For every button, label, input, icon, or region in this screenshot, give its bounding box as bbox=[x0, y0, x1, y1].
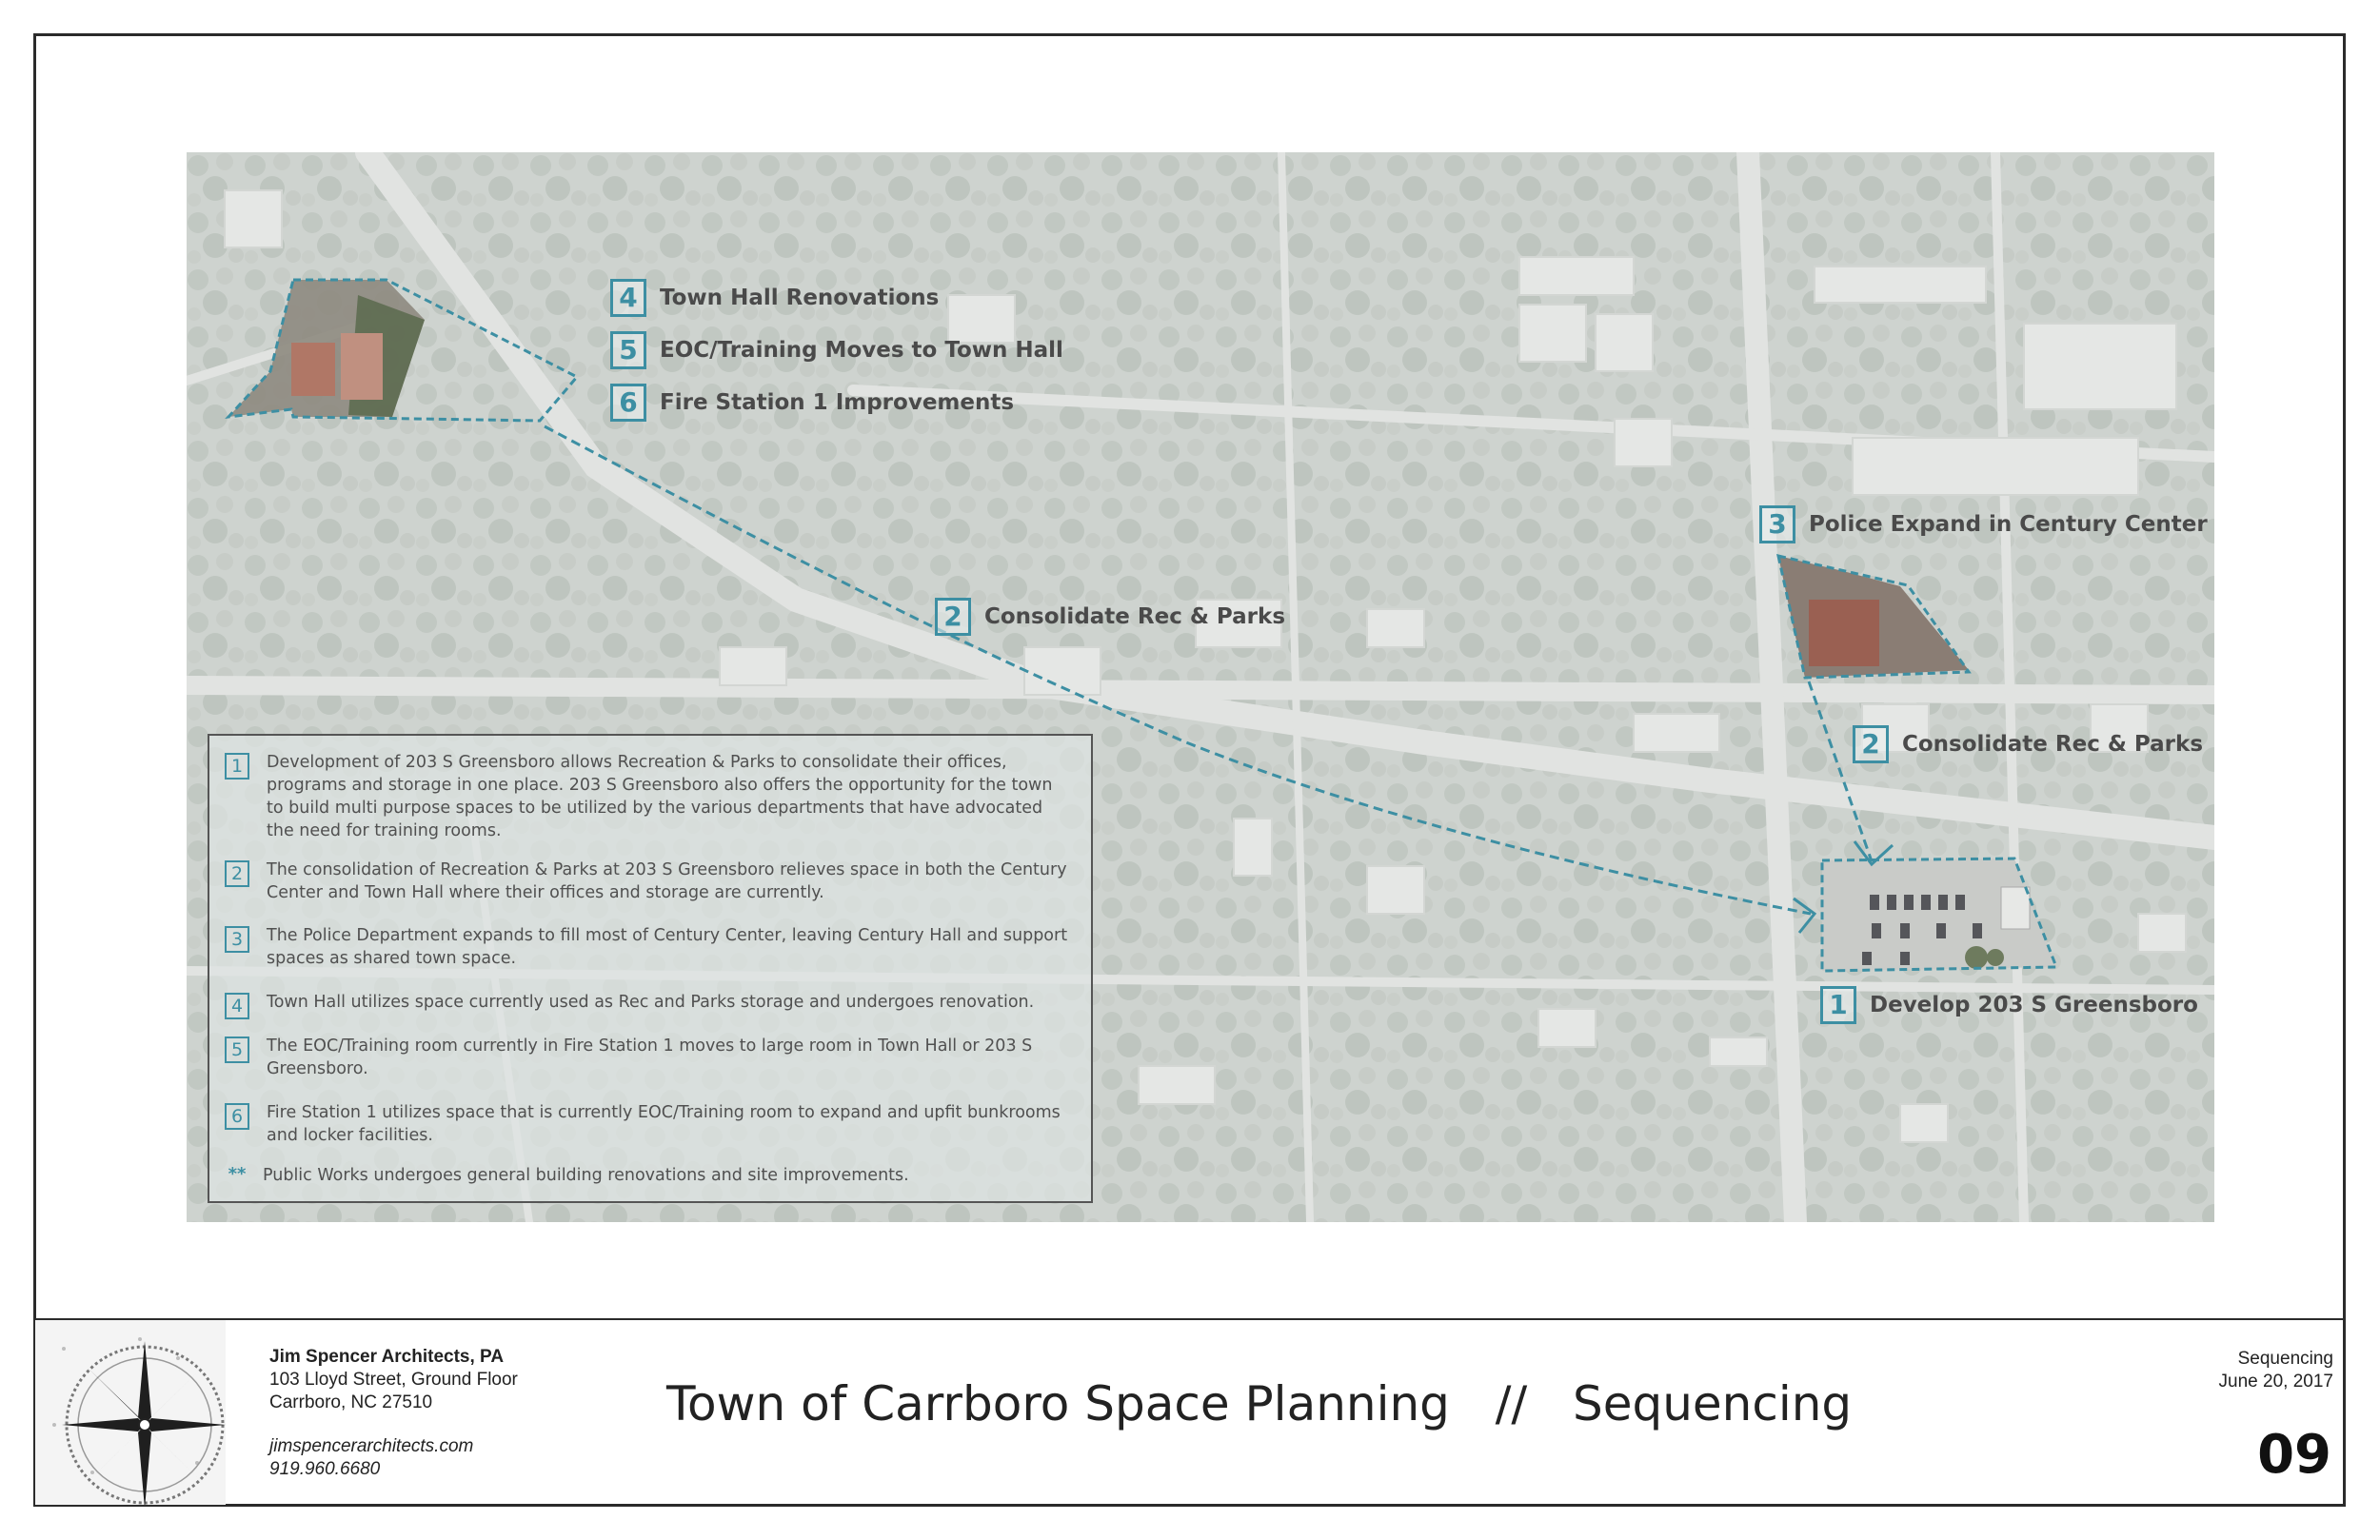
firm-info bbox=[269, 1346, 518, 1481]
sheet-date: June 20, 2017 bbox=[2218, 1372, 2333, 1392]
town-hall-site bbox=[228, 280, 577, 421]
callout-label: Fire Station 1 Improvements bbox=[660, 390, 1015, 415]
callout-number: 1 bbox=[1820, 986, 1856, 1024]
legend-text: The Police Department expands to fill most of Century Center, leaving Century Hall and support spaces as shared town space. bbox=[267, 926, 1068, 968]
callout-label: Town Hall Renovations bbox=[660, 286, 940, 310]
sheet-info bbox=[2219, 1348, 2333, 1393]
callout-label: Consolidate Rec & Parks bbox=[984, 604, 1286, 629]
legend-item bbox=[225, 991, 1072, 1019]
legend-item bbox=[225, 1164, 1072, 1187]
legend-marker: 1 bbox=[225, 753, 249, 780]
legend-marker: 6 bbox=[225, 1103, 249, 1130]
callout-label: Consolidate Rec & Parks bbox=[1902, 732, 2204, 757]
callout-number: 2 bbox=[935, 598, 971, 636]
callout-label: Develop 203 S Greensboro bbox=[1870, 993, 2198, 1017]
callout-number: 4 bbox=[610, 279, 646, 317]
address-line1: 103 Lloyd Street, Ground Floor bbox=[269, 1370, 518, 1390]
sheet-number: 09 bbox=[2257, 1424, 2331, 1486]
legend-text: Fire Station 1 utilizes space that is currently EOC/Training room to expand and upfit bunkrooms and locker facilities. bbox=[267, 1103, 1061, 1145]
callout-town-hall-renovations bbox=[610, 279, 939, 317]
compass-rose-logo bbox=[35, 1320, 226, 1505]
callout-consolidate-rec-parks-left bbox=[935, 598, 1285, 636]
legend-text: Town Hall utilizes space currently used as Rec and Parks storage and undergoes renovation. bbox=[267, 993, 1035, 1012]
callout-fire-station bbox=[610, 384, 1014, 422]
legend-text: Public Works undergoes general building renovations and site improvements. bbox=[263, 1166, 909, 1185]
callout-eoc-training bbox=[610, 331, 1063, 369]
arrow-century-to-greensboro bbox=[1809, 681, 1872, 861]
arrowhead-left bbox=[1794, 898, 1815, 933]
callout-label: Police Expand in Century Center bbox=[1809, 512, 2208, 537]
legend-text: The consolidation of Recreation & Parks at 203 S Greensboro relieves space in both the Century Center and Town Hall where their offices and storage are currently. bbox=[267, 860, 1067, 902]
legend-text: Development of 203 S Greensboro allows Recreation & Parks to consolidate their offices, programs and storage in one place. 203 S Greensboro also offers the opportunity for the town to build multi purpose spaces to be utilized by the various departments that have advocated the need for training rooms. bbox=[267, 753, 1053, 840]
website: jimspencerarchitects.com bbox=[269, 1436, 474, 1456]
legend-item bbox=[225, 1035, 1072, 1080]
callout-develop-greensboro bbox=[1820, 986, 2198, 1024]
legend-marker: 3 bbox=[225, 926, 249, 953]
callout-number: 3 bbox=[1759, 505, 1795, 543]
callout-consolidate-rec-parks-right bbox=[1853, 725, 2203, 763]
legend-item bbox=[225, 1101, 1072, 1147]
legend-marker: ** bbox=[228, 1164, 247, 1184]
sheet-title: Town of Carrboro Space Planning // Sequencing bbox=[666, 1376, 1853, 1431]
callout-number: 5 bbox=[610, 331, 646, 369]
phone: 919.960.6680 bbox=[269, 1459, 381, 1479]
legend-item bbox=[225, 751, 1072, 842]
legend-marker: 2 bbox=[225, 860, 249, 887]
callout-number: 6 bbox=[610, 384, 646, 422]
legend-text: The EOC/Training room currently in Fire Station 1 moves to large room in Town Hall or 203 S Greensboro. bbox=[267, 1037, 1033, 1078]
callout-number: 2 bbox=[1853, 725, 1889, 763]
legend-marker: 5 bbox=[225, 1037, 249, 1063]
greensboro-site bbox=[1822, 859, 2056, 971]
callout-label: EOC/Training Moves to Town Hall bbox=[660, 338, 1063, 363]
sequence-legend bbox=[208, 734, 1093, 1203]
address-line2: Carrboro, NC 27510 bbox=[269, 1392, 433, 1412]
firm-name: Jim Spencer Architects, PA bbox=[269, 1347, 505, 1367]
legend-item bbox=[225, 859, 1072, 904]
century-center-site bbox=[1778, 556, 1969, 678]
legend-marker: 4 bbox=[225, 993, 249, 1019]
legend-item bbox=[225, 924, 1072, 970]
callout-police-expand bbox=[1759, 505, 2208, 543]
sheet-name: Sequencing bbox=[2237, 1349, 2333, 1369]
